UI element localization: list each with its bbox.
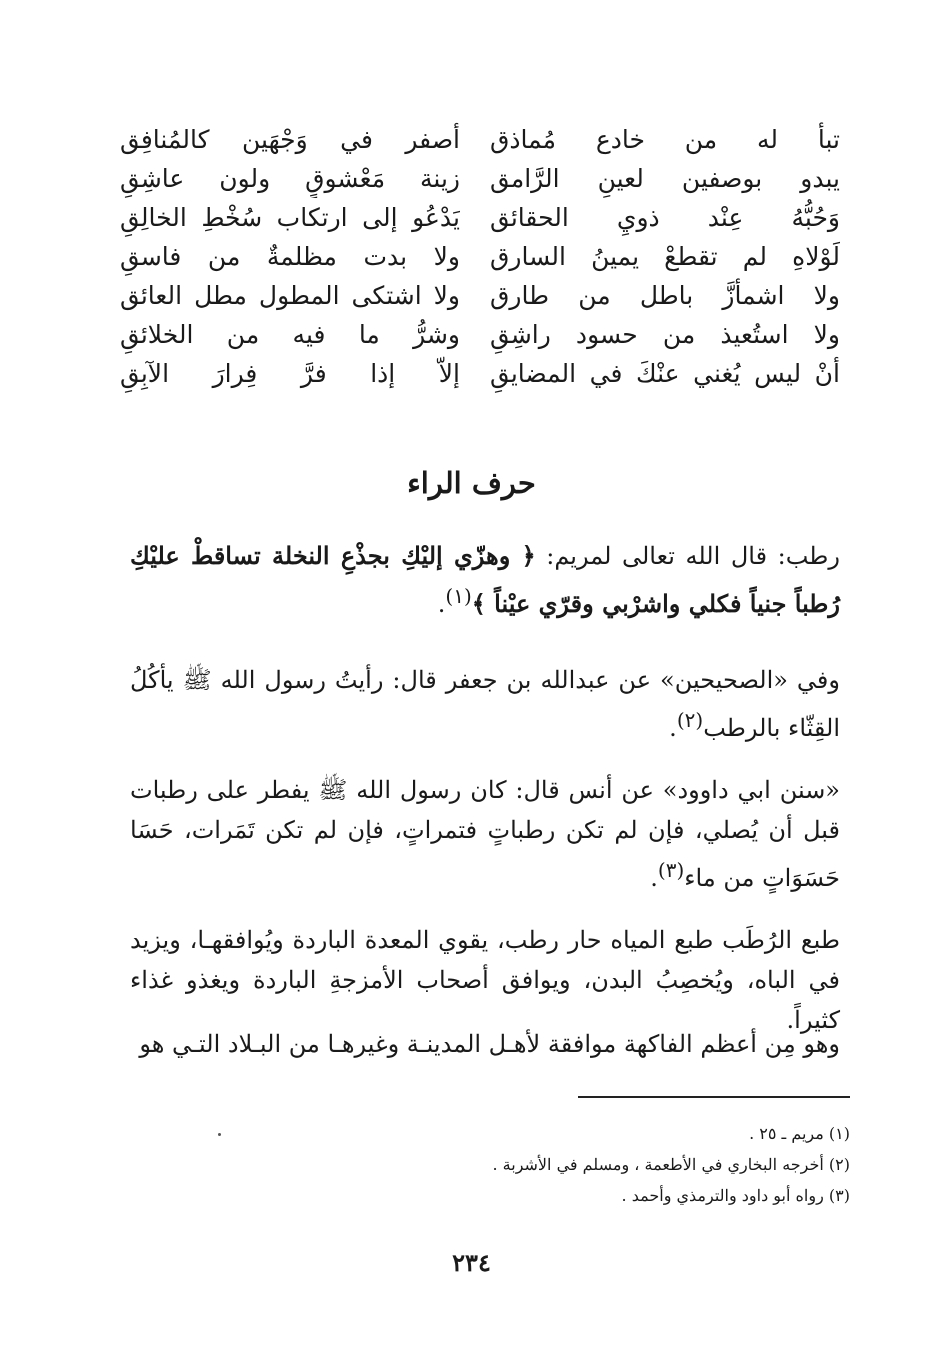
footnote-1: (١) مريم ـ ٢٥ . xyxy=(749,1124,850,1143)
page-number: ٢٣٤ xyxy=(452,1248,491,1277)
footnote-3: (٣) رواه أبو داود والترمذي وأحمد . xyxy=(621,1186,850,1205)
paragraph-sahihayn xyxy=(130,660,840,748)
poem xyxy=(120,120,840,393)
verse-first-hemistich: لَوْلاهِ لم تقطعْ يمينُ السارق xyxy=(490,242,840,271)
paragraph-intro: رطب: قال الله تعالى لمريم: xyxy=(535,542,840,570)
verse-first-hemistich: يبدو بوصفين لعينِ الرَّامق xyxy=(490,164,840,193)
footnotes xyxy=(300,1118,850,1211)
footnote-ref: (٣) xyxy=(657,858,685,882)
poem-verse xyxy=(120,120,840,159)
poem-verse xyxy=(120,276,840,315)
print-speck xyxy=(218,1133,221,1136)
paragraph-end: . xyxy=(437,590,446,618)
footnote-ref: (١) xyxy=(445,584,472,608)
poem-verse xyxy=(120,354,840,393)
section-heading: حرف الراء xyxy=(407,466,536,500)
paragraph-sunan-abi-dawud xyxy=(130,770,840,898)
verse-second-hemistich: إلاّ إذا فرَّ فِرارَ الآبِقِ xyxy=(120,359,460,388)
verse-second-hemistich: ولا بدت مظلمةٌ من فاسقِ xyxy=(120,242,460,271)
footnote-separator xyxy=(578,1096,850,1098)
poem-verse xyxy=(120,237,840,276)
paragraph-text: «سنن ابي داوود» عن أنس قال: كان رسول الله ﷺ يفطر على رطبات قبل أن يُصلي، فإن لم تكن رطباتٍ فتمراتٍ، فإن لم تكن تَمَرات، حَسَا حَسَوَاتٍ من ماء xyxy=(130,776,840,892)
poem-verse xyxy=(120,315,840,354)
paragraph-end: . xyxy=(669,714,677,742)
verse-second-hemistich: يَدْعُو إلى ارتكاب سُخْطِ الخالِقِ xyxy=(120,203,460,232)
verse-first-hemistich: أنْ ليس يُغني عنْكَ في المضايقِ xyxy=(490,359,840,388)
verse-second-hemistich: أصفر في وَجْهَين كالمُنافِق xyxy=(120,125,460,154)
poem-verse xyxy=(120,159,840,198)
verse-second-hemistich: وشرُّ ما فيه من الخلائقِ xyxy=(120,320,460,349)
paragraph-continuation: وهو مِن أعظم الفاكهة موافقة لأهـل المدينـة وغيرهـا من البـلاد التـي هو xyxy=(139,1030,840,1058)
footnote-2: (٢) أخرجه البخاري في الأطعمة ، ومسلم في الأشربة . xyxy=(492,1155,850,1174)
quran-quote: ﴿ وهزّي إليْكِ بجذْعِ النخلة تساقطْ عليْكِ رُطباً جنياً فكلي واشرْبي وقرّي عيْناً ﴾ xyxy=(130,541,840,618)
footnote-ref: (٢) xyxy=(676,708,704,732)
poem-verse xyxy=(120,198,840,237)
paragraph-nature-of-rutab: طبع الرُطَب طبع المياه حار رطب، يقوي المعدة الباردة ويُوافقهـا، ويزيد في الباه، ويُخصِبُ البدن، ويوافق أصحاب الأمزجةِ الباردة ويغذو غذاء كثيراً. xyxy=(130,926,840,1034)
verse-first-hemistich: ولا اشمأزَّ باطل من طارق xyxy=(490,281,840,310)
verse-first-hemistich: وَحُبُّهُ عِنْد ذويِ الحقائق xyxy=(490,203,840,232)
paragraph-end: . xyxy=(650,864,658,892)
verse-second-hemistich: زينة مَعْشوقٍ ولون عاشِقِ xyxy=(120,164,460,193)
paragraph-text: وفي «الصحيحين» عن عبدالله بن جعفر قال: رأيتُ رسول الله ﷺ يأكُلُ القِثّاء بالرطب xyxy=(130,666,840,742)
verse-first-hemistich: تبأ له من خادع مُماذق xyxy=(490,125,840,154)
verse-first-hemistich: ولا استُعيذ من حسود راشِقِ xyxy=(490,320,840,349)
verse-second-hemistich: ولا اشتكى المطول مطل العائق xyxy=(120,281,460,310)
paragraph-quran-verse xyxy=(130,536,840,624)
